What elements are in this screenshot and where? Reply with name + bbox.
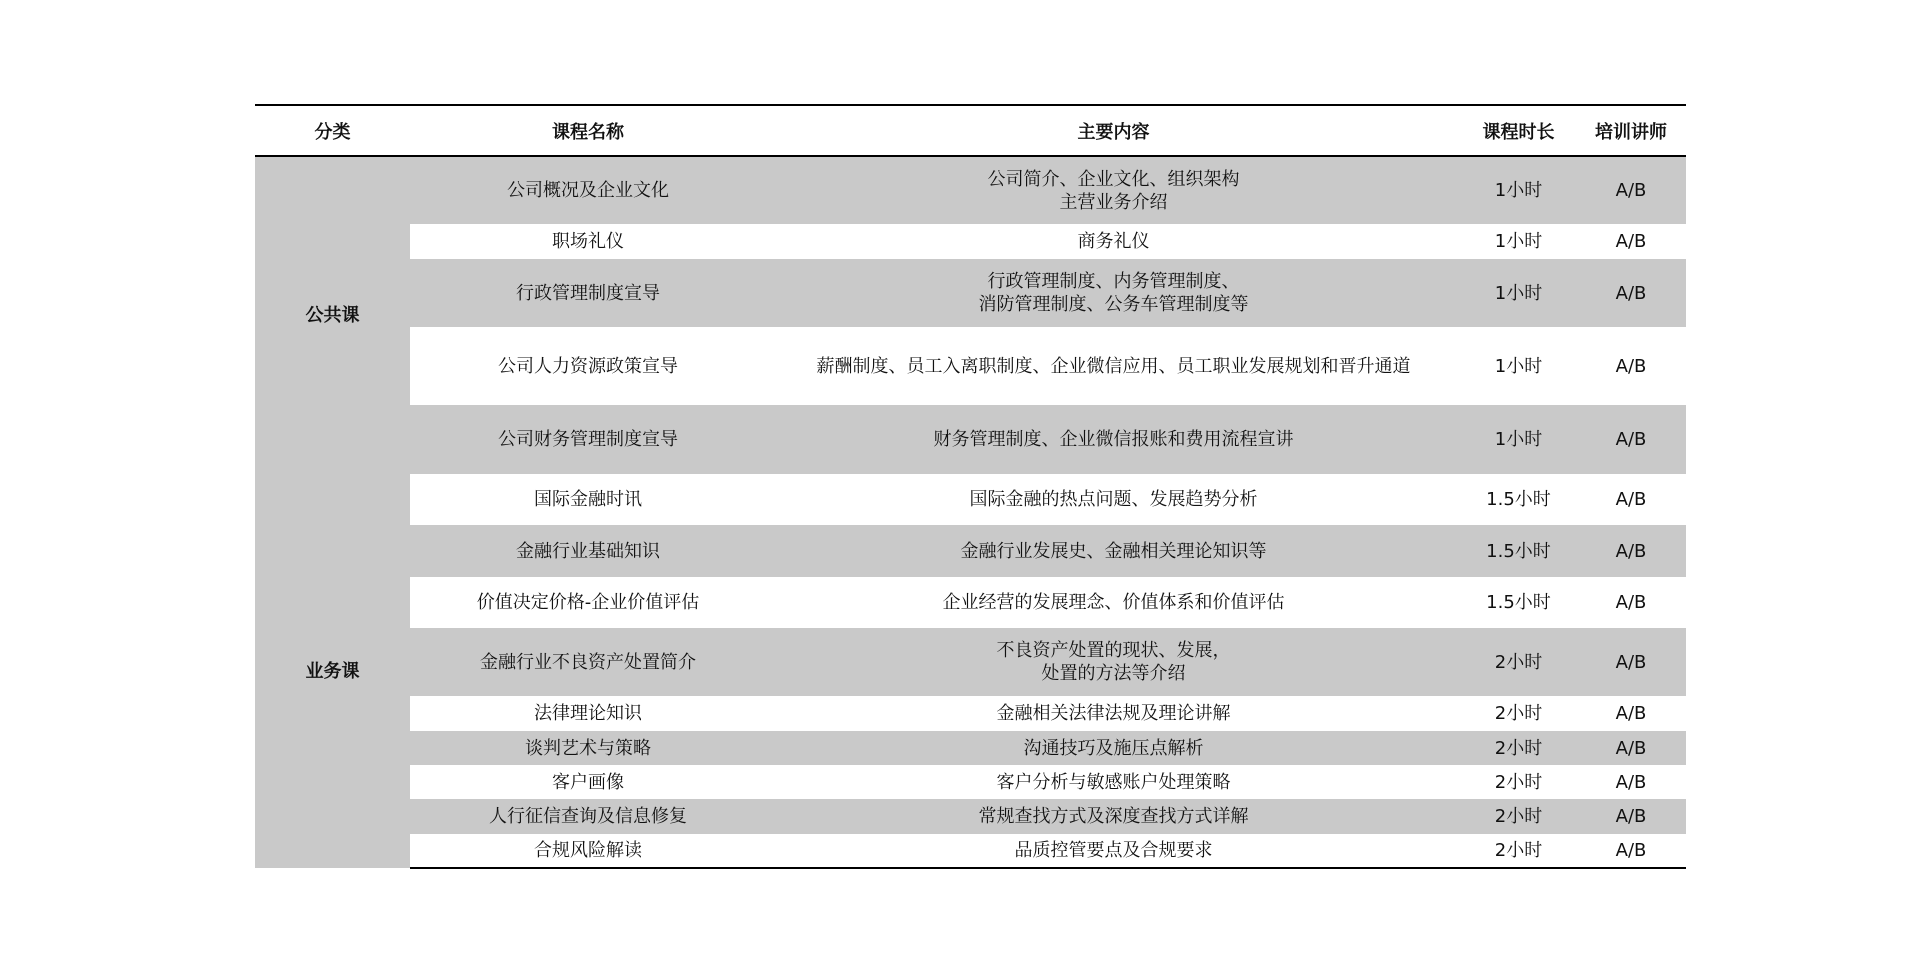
table-body: [255, 156, 1686, 868]
content-line: 财务管理制度、企业微信报账和费用流程宣讲: [933, 429, 1294, 450]
header-trainer: 培训讲师: [1576, 105, 1686, 156]
course-trainer-cell: A/B: [1576, 834, 1686, 868]
course-name-cell: 公司财务管理制度宣导: [410, 405, 766, 474]
table-row: [255, 731, 1686, 765]
category-public: 公共课: [255, 156, 410, 474]
course-content-cell: [766, 577, 1461, 628]
course-content-cell: [766, 731, 1461, 765]
course-content-cell: [766, 696, 1461, 731]
course-name-cell: 金融行业基础知识: [410, 525, 766, 577]
table-row: [255, 474, 1686, 525]
table-row: [255, 259, 1686, 327]
table-row: [255, 628, 1686, 696]
content-line: 品质控管要点及合规要求: [1014, 840, 1213, 861]
course-name-cell: 国际金融时讯: [410, 474, 766, 525]
content-line: 沟通技巧及施压点解析: [1023, 737, 1204, 759]
course-name-cell: 合规风险解读: [410, 834, 766, 868]
course-trainer-cell: A/B: [1576, 525, 1686, 577]
table-row: [255, 577, 1686, 628]
course-duration-cell: 1.5小时: [1461, 474, 1576, 525]
course-duration-cell: 1小时: [1461, 259, 1576, 327]
course-duration-cell: 1小时: [1461, 405, 1576, 474]
content-line: 常规查找方式及深度查找方式详解: [978, 806, 1249, 827]
content-line: 不良资产处置的现状、发展，: [996, 640, 1231, 661]
course-name-cell: 公司人力资源政策宣导: [410, 327, 766, 405]
course-duration-cell: 2小时: [1461, 799, 1576, 834]
course-duration-cell: 1小时: [1461, 224, 1576, 259]
content-line: 商务礼仪: [1077, 231, 1150, 252]
course-duration-cell: 2小时: [1461, 696, 1576, 731]
content-line: 行政管理制度、内务管理制度、: [987, 271, 1240, 292]
course-name-cell: 公司概况及企业文化: [410, 156, 766, 224]
course-trainer-cell: A/B: [1576, 577, 1686, 628]
course-duration-cell: 2小时: [1461, 628, 1576, 696]
course-content-cell: [766, 474, 1461, 525]
table-row: [255, 799, 1686, 834]
course-content-cell: [766, 156, 1461, 224]
content-line: 处置的方法等介绍: [1041, 663, 1186, 684]
course-duration-cell: 1.5小时: [1461, 525, 1576, 577]
course-trainer-cell: A/B: [1576, 765, 1686, 799]
table-row: [255, 696, 1686, 731]
course-content-cell: [766, 259, 1461, 327]
course-name-cell: 职场礼仪: [410, 224, 766, 259]
category-business: 业务课: [255, 474, 410, 868]
table-row: [255, 525, 1686, 577]
content-line: 薪酬制度、员工入离职制度、企业微信应用、员工职业发展规划和晋升通道: [816, 355, 1411, 377]
table-row: [255, 327, 1686, 405]
course-trainer-cell: A/B: [1576, 327, 1686, 405]
course-duration-cell: 1小时: [1461, 327, 1576, 405]
course-trainer-cell: A/B: [1576, 628, 1686, 696]
course-name-cell: 客户画像: [410, 765, 766, 799]
course-content-cell: [766, 765, 1461, 799]
header-course-name: 课程名称: [410, 105, 766, 156]
content-line: 消防管理制度、公务车管理制度等: [978, 294, 1249, 315]
course-table-container: [255, 104, 1686, 869]
table-row: [255, 224, 1686, 259]
course-name-cell: 谈判艺术与策略: [410, 731, 766, 765]
course-trainer-cell: A/B: [1576, 259, 1686, 327]
course-trainer-cell: A/B: [1576, 224, 1686, 259]
training-course-table: [255, 104, 1686, 869]
table-row: [255, 156, 1686, 224]
course-trainer-cell: A/B: [1576, 799, 1686, 834]
course-name-cell: 人行征信查询及信息修复: [410, 799, 766, 834]
course-duration-cell: 2小时: [1461, 765, 1576, 799]
content-line: 金融相关法律法规及理论讲解: [996, 703, 1231, 724]
course-content-cell: [766, 405, 1461, 474]
course-trainer-cell: A/B: [1576, 731, 1686, 765]
table-header: [255, 105, 1686, 156]
course-content-cell: [766, 224, 1461, 259]
content-line: 国际金融的热点问题、发展趋势分析: [969, 489, 1258, 510]
course-name-cell: 金融行业不良资产处置简介: [410, 628, 766, 696]
content-line: 企业经营的发展理念、价值体系和价值评估: [942, 592, 1285, 613]
content-line: 金融行业发展史、金融相关理论知识等: [960, 540, 1267, 562]
course-name-cell: 行政管理制度宣导: [410, 259, 766, 327]
course-duration-cell: 1小时: [1461, 156, 1576, 224]
course-trainer-cell: A/B: [1576, 474, 1686, 525]
course-content-cell: [766, 799, 1461, 834]
content-line: 客户分析与敏感账户处理策略: [996, 771, 1231, 793]
course-name-cell: 价值决定价格-企业价值评估: [410, 577, 766, 628]
course-content-cell: [766, 834, 1461, 868]
course-duration-cell: 1.5小时: [1461, 577, 1576, 628]
header-content: 主要内容: [766, 105, 1461, 156]
course-trainer-cell: A/B: [1576, 156, 1686, 224]
course-trainer-cell: A/B: [1576, 405, 1686, 474]
course-duration-cell: 2小时: [1461, 731, 1576, 765]
table-row: [255, 405, 1686, 474]
course-content-cell: [766, 628, 1461, 696]
course-content-cell: [766, 525, 1461, 577]
content-line: 主营业务介绍: [1059, 191, 1168, 213]
course-duration-cell: 2小时: [1461, 834, 1576, 868]
header-duration: 课程时长: [1461, 105, 1576, 156]
course-name-cell: 法律理论知识: [410, 696, 766, 731]
table-row: [255, 765, 1686, 799]
header-category: 分类: [255, 105, 410, 156]
course-trainer-cell: A/B: [1576, 696, 1686, 731]
table-row: [255, 834, 1686, 868]
content-line: 公司简介、企业文化、组织架构: [987, 168, 1240, 190]
course-content-cell: [766, 327, 1461, 405]
